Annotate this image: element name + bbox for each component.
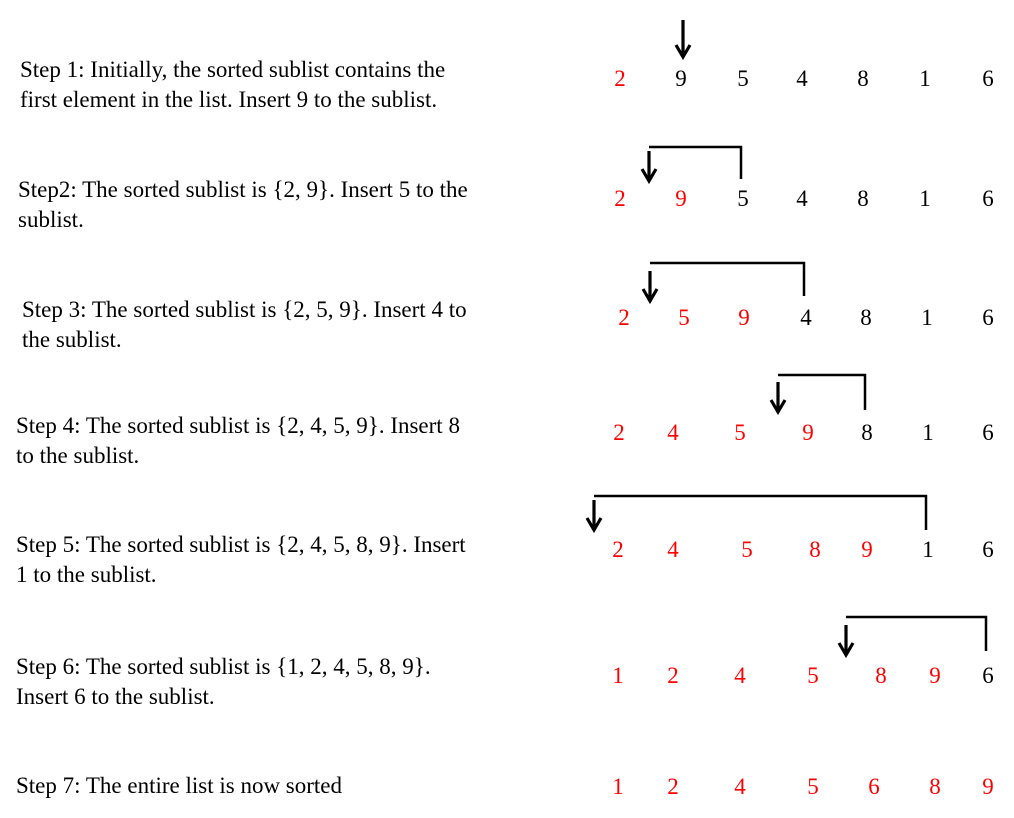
unsorted-number: 6 (982, 663, 994, 688)
insertion-arrow (642, 147, 741, 181)
sorted-number: 8 (809, 537, 821, 562)
sorted-number: 6 (868, 774, 880, 799)
arrow-connector (649, 147, 741, 179)
step-description-line: Step 3: The sorted sublist is {2, 5, 9}. Insert 4 to (22, 297, 467, 322)
step-description-line: Step2: The sorted sublist is {2, 9}. Insert 5 to the (18, 177, 468, 202)
step-description (22, 297, 467, 352)
step-description-line: to the sublist. (16, 443, 140, 468)
arrow-connector (778, 375, 865, 410)
unsorted-number: 1 (922, 420, 934, 445)
sorted-number: 2 (613, 420, 625, 445)
step-description-line: the sublist. (22, 327, 122, 352)
sorted-number: 9 (675, 186, 687, 211)
step-description-line: Step 7: The entire list is now sorted (16, 773, 343, 798)
sorted-number: 2 (667, 663, 679, 688)
sorted-number: 1 (612, 774, 624, 799)
step-description (18, 177, 468, 232)
step-description (16, 413, 460, 468)
sorted-number: 8 (929, 774, 941, 799)
unsorted-number: 1 (921, 305, 933, 330)
sorted-number: 5 (807, 774, 819, 799)
sorted-number: 9 (861, 537, 873, 562)
arrow-connector (846, 617, 986, 651)
sorted-number: 4 (667, 537, 679, 562)
insertion-arrow (839, 617, 986, 655)
number-row (613, 420, 994, 445)
unsorted-number: 8 (860, 305, 872, 330)
number-row (612, 774, 994, 799)
insertion-arrow (587, 496, 926, 530)
number-row (614, 186, 994, 211)
step-description-line: 1 to the sublist. (16, 562, 157, 587)
sorted-number: 2 (614, 186, 626, 211)
sorted-number: 9 (929, 663, 941, 688)
sorted-number: 8 (875, 663, 887, 688)
number-row (614, 66, 994, 91)
sorted-number: 9 (982, 774, 994, 799)
step-description (16, 773, 343, 798)
number-row (618, 305, 994, 330)
sorted-number: 5 (807, 663, 819, 688)
sorted-number: 5 (734, 420, 746, 445)
unsorted-number: 1 (922, 537, 934, 562)
unsorted-number: 1 (919, 186, 931, 211)
arrow-connector (650, 263, 804, 296)
sorted-number: 1 (612, 663, 624, 688)
number-row (612, 537, 994, 562)
step-4 (16, 375, 994, 468)
unsorted-number: 6 (982, 66, 994, 91)
sorted-number: 4 (734, 663, 746, 688)
sorted-number: 5 (741, 537, 753, 562)
sorted-number: 2 (614, 66, 626, 91)
step-3 (22, 263, 994, 352)
unsorted-number: 4 (796, 186, 808, 211)
sorted-number: 4 (734, 774, 746, 799)
step-description-line: Step 5: The sorted sublist is {2, 4, 5, 8, 9}. Insert (16, 532, 466, 557)
sorted-number: 5 (678, 305, 690, 330)
step-description (16, 654, 431, 709)
step-description-line: Step 1: Initially, the sorted sublist contains the (20, 57, 446, 82)
insert-pointer-arrow (676, 20, 690, 57)
step-2 (18, 147, 994, 232)
step-description-line: sublist. (18, 207, 84, 232)
unsorted-number: 6 (982, 305, 994, 330)
sorted-number: 9 (802, 420, 814, 445)
unsorted-number: 6 (982, 537, 994, 562)
sorted-number: 2 (667, 774, 679, 799)
unsorted-number: 8 (857, 186, 869, 211)
sorted-number: 4 (667, 420, 679, 445)
sorted-number: 9 (738, 305, 750, 330)
insertion-arrow (771, 375, 865, 412)
step-6 (16, 617, 994, 709)
arrow-connector (594, 496, 926, 530)
unsorted-number: 8 (861, 420, 873, 445)
unsorted-number: 5 (737, 66, 749, 91)
unsorted-number: 8 (857, 66, 869, 91)
step-1 (20, 20, 994, 112)
unsorted-number: 4 (796, 66, 808, 91)
step-description-line: first element in the list. Insert 9 to the sublist. (20, 87, 438, 112)
unsorted-number: 6 (982, 186, 994, 211)
number-row (612, 663, 994, 688)
step-description (20, 57, 445, 112)
step-description-line: Step 4: The sorted sublist is {2, 4, 5, 9}. Insert 8 (16, 413, 460, 438)
step-7 (16, 773, 994, 799)
unsorted-number: 1 (919, 66, 931, 91)
step-description (16, 532, 466, 587)
unsorted-number: 4 (800, 305, 812, 330)
step-description-line: Step 6: The sorted sublist is {1, 2, 4, 5, 8, 9}. (16, 654, 431, 679)
sorted-number: 2 (618, 305, 630, 330)
sorted-number: 2 (612, 537, 624, 562)
step-5 (16, 496, 994, 587)
unsorted-number: 6 (982, 420, 994, 445)
unsorted-number: 9 (675, 66, 687, 91)
unsorted-number: 5 (737, 186, 749, 211)
step-description-line: Insert 6 to the sublist. (16, 684, 215, 709)
insertion-arrow (643, 263, 804, 301)
